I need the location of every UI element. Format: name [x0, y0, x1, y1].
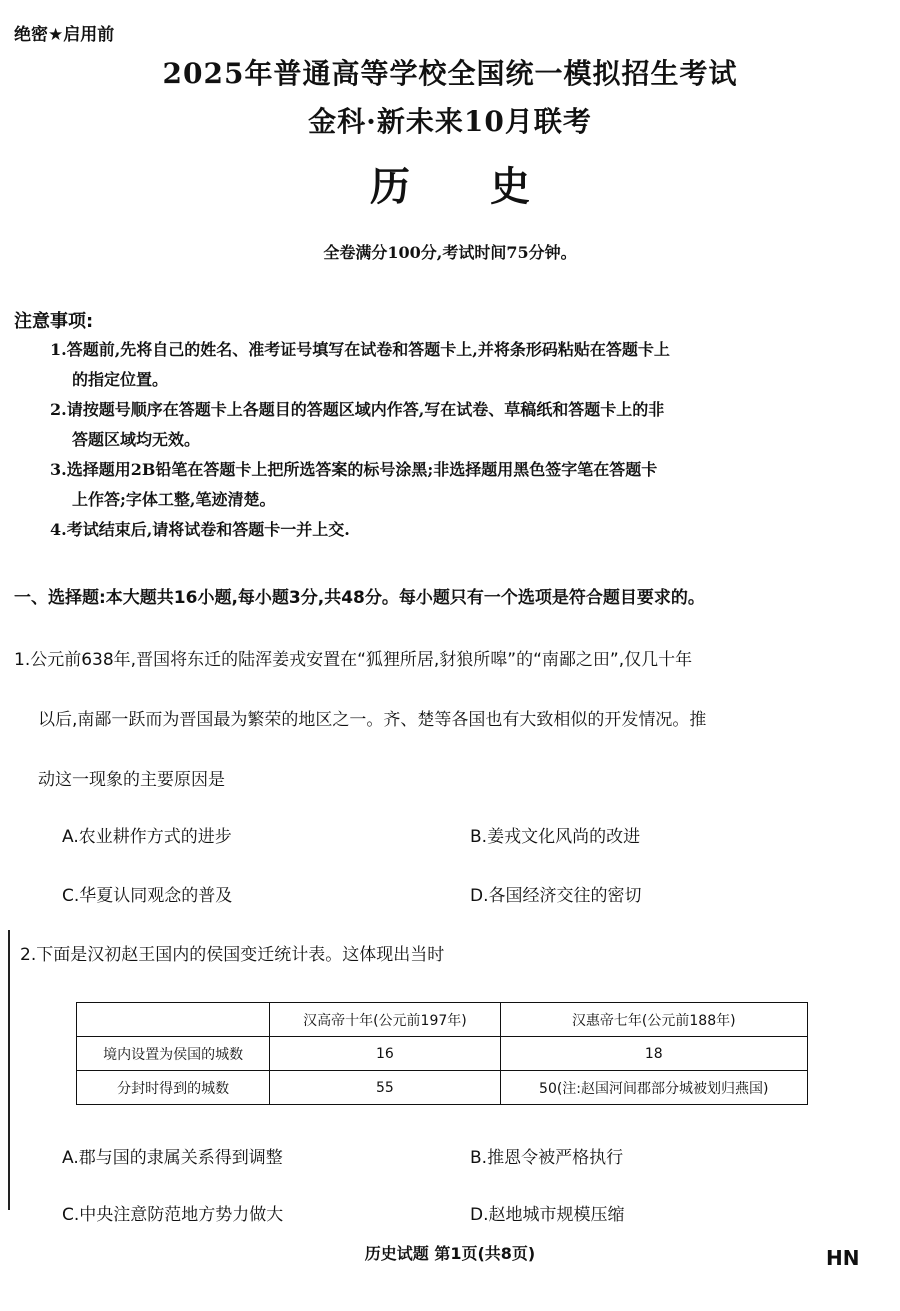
notice-line: 4.考试结束后,请将试卷和答题卡一并上交. — [50, 520, 350, 539]
question-1-line-2: 以后,南鄙一跃而为晋国最为繁荣的地区之一。齐、楚等各国也有大致相似的开发情况。推 — [38, 710, 707, 730]
table-header-cell: 汉高帝十年(公元前197年) — [270, 1003, 500, 1037]
confidential-label: 绝密★启用前 — [14, 25, 115, 45]
question-2-option-d[interactable]: D.赵地城市规模压缩 — [470, 1205, 625, 1225]
question-1-option-a[interactable]: A.农业耕作方式的进步 — [62, 827, 232, 847]
table-cell: 分封时得到的城数 — [77, 1071, 270, 1105]
page-footer: 历史试题 第1页(共8页) — [364, 1244, 536, 1263]
notice-item-1 — [50, 335, 865, 395]
question-2-option-c[interactable]: C.中央注意防范地方势力做大 — [62, 1205, 284, 1225]
question-1-option-c[interactable]: C.华夏认同观念的普及 — [62, 886, 233, 906]
notice-line: 2.请按题号顺序在答题卡上各题目的答题区域内作答,写在试卷、草稿纸和答题卡上的非 — [50, 400, 665, 419]
question-1-option-d[interactable]: D.各国经济交往的密切 — [470, 886, 642, 906]
exam-title-line2: 金科·新未来10月联考 — [308, 105, 592, 138]
notice-line: 上作答;字体工整,笔迹清楚。 — [72, 490, 276, 509]
question-2-stem: 2.下面是汉初赵王国内的侯国变迁统计表。这体现出当时 — [20, 945, 445, 965]
table-cell: 16 — [270, 1037, 500, 1071]
notice-item-2 — [50, 395, 865, 455]
table-cell: 55 — [270, 1071, 500, 1105]
table-header-cell: 汉惠帝七年(公元前188年) — [500, 1003, 807, 1037]
table-row — [77, 1037, 808, 1071]
exam-title-line1: 2025年普通高等学校全国统一模拟招生考试 — [162, 57, 738, 90]
binding-margin-line — [8, 930, 10, 1210]
score-info: 全卷满分100分,考试时间75分钟。 — [323, 243, 577, 262]
question-1-line-1: 1.公元前638年,晋国将东迁的陆浑姜戎安置在“狐狸所居,豺狼所嗥”的“南鄙之田”,仅几十年 — [14, 650, 693, 670]
notice-item-3 — [50, 455, 865, 515]
table-cell: 50(注:赵国河间郡部分城被划归燕国) — [500, 1071, 807, 1105]
question-1-line-3: 动这一现象的主要原因是 — [38, 770, 225, 790]
section-heading: 一、选择题:本大题共16小题,每小题3分,共48分。每小题只有一个选项是符合题目要求的。 — [14, 588, 705, 608]
question-1-option-b[interactable]: B.姜戎文化风尚的改进 — [470, 827, 641, 847]
table-header-cell — [77, 1003, 270, 1037]
notice-line: 3.选择题用2B铅笔在答题卡上把所选答案的标号涂黑;非选择题用黑色签字笔在答题卡 — [50, 460, 658, 479]
table-cell: 18 — [500, 1037, 807, 1071]
region-code: HN — [826, 1246, 860, 1270]
table-row — [77, 1071, 808, 1105]
subject-title: 历史 — [370, 163, 610, 210]
notice-title: 注意事项: — [14, 311, 94, 332]
notice-line: 的指定位置。 — [72, 370, 169, 389]
table-cell: 境内设置为侯国的城数 — [77, 1037, 270, 1071]
notice-line: 答题区域均无效。 — [72, 430, 201, 449]
question-2-option-b[interactable]: B.推恩令被严格执行 — [470, 1148, 624, 1168]
table-header-row — [77, 1003, 808, 1037]
question-2-option-a[interactable]: A.郡与国的隶属关系得到调整 — [62, 1148, 283, 1168]
notice-item-4 — [50, 515, 865, 545]
notice-line: 1.答题前,先将自己的姓名、准考证号填写在试卷和答题卡上,并将条形码粘贴在答题卡上 — [50, 340, 670, 359]
fief-statistics-table — [76, 1002, 808, 1105]
